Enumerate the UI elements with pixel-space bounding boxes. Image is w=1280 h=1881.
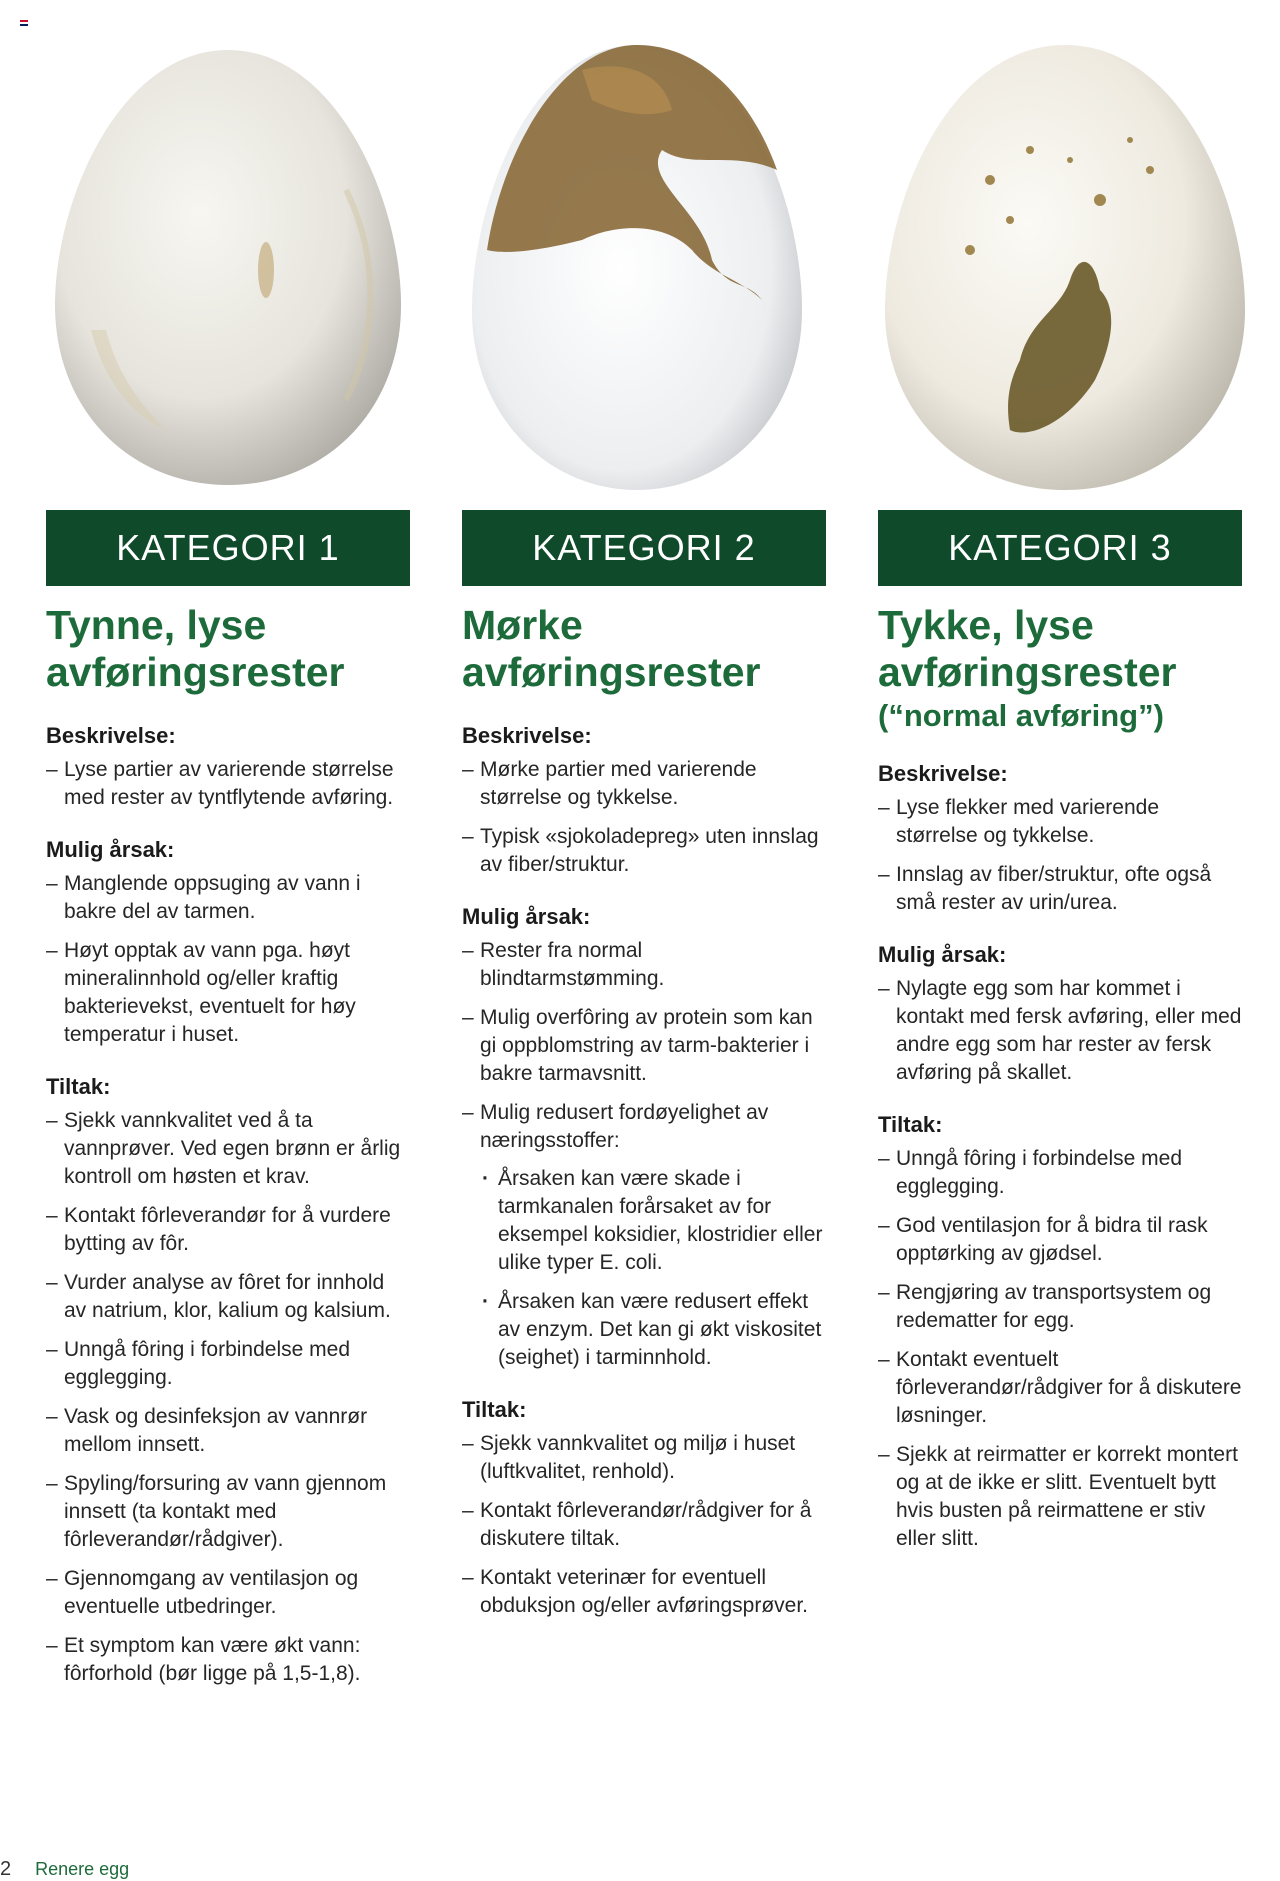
action-label: Tiltak: bbox=[462, 1397, 527, 1422]
list-item: – Sjekk vannkvalitet og miljø i huset (luftkvalitet, renhold). bbox=[462, 1430, 826, 1486]
list-item: – Lyse flekker med varierende størrelse og tykkelse. bbox=[878, 794, 1242, 850]
cause-list bbox=[46, 870, 410, 1049]
page-footer bbox=[0, 1858, 129, 1881]
cause-list bbox=[878, 975, 1242, 1087]
category-3-subtitle: (“normal avføring”) bbox=[878, 698, 1164, 733]
category-1-column bbox=[46, 510, 410, 1699]
list-item: – Høyt opptak av vann pga. høyt mineralinnhold og/eller kraftig bakterievekst, eventuelt for høy temperatur i huset. bbox=[46, 937, 410, 1049]
list-item: – Sjekk at reirmatter er korrekt montert og at de ikke er slitt. Eventuelt bytt hvis busten på reirmattene er stiv eller slitt. bbox=[878, 1441, 1242, 1553]
sub-list-item: · Årsaken kan være skade i tarmkanalen forårsaket av for eksempel koksidier, klostridier eller ulike typer E. coli. bbox=[480, 1165, 826, 1277]
description-list bbox=[462, 756, 826, 879]
category-3-header: KATEGORI 3 bbox=[878, 510, 1242, 586]
list-item: – Lyse partier av varierende størrelse med rester av tyntflytende avføring. bbox=[46, 756, 410, 812]
list-item bbox=[462, 1099, 826, 1372]
list-item: – Mulig overfôring av protein som kan gi oppblomstring av tarm-bakterier i bakre tarmavsnitt. bbox=[462, 1004, 826, 1088]
category-2-header: KATEGORI 2 bbox=[462, 510, 826, 586]
sub-list bbox=[480, 1165, 826, 1372]
description-label: Beskrivelse: bbox=[878, 761, 1008, 786]
description-list bbox=[46, 756, 410, 812]
list-item: – Gjennomgang av ventilasjon og eventuelle utbedringer. bbox=[46, 1565, 410, 1621]
flag-icon bbox=[20, 20, 28, 26]
list-item: – Kontakt veterinær for eventuell obduksjon og/eller avføringsprøver. bbox=[462, 1564, 826, 1620]
description-label: Beskrivelse: bbox=[462, 723, 592, 748]
egg-image-3 bbox=[870, 30, 1260, 500]
cause-label: Mulig årsak: bbox=[462, 904, 591, 929]
list-item: – Vask og desinfeksjon av vannrør mellom innsett. bbox=[46, 1403, 410, 1459]
footer-label: Renere egg bbox=[35, 1859, 130, 1879]
list-item: – Kontakt fôrleverandør/rådgiver for å diskutere tiltak. bbox=[462, 1497, 826, 1553]
action-list bbox=[46, 1107, 410, 1688]
list-item: – Manglende oppsuging av vann i bakre del av tarmen. bbox=[46, 870, 410, 926]
category-3-title: Tykke, lyse avføringsrester bbox=[878, 602, 1177, 695]
action-label: Tiltak: bbox=[878, 1112, 943, 1137]
list-item: – Sjekk vannkvalitet ved å ta vannprøver. Ved egen brønn er årlig kontroll om høsten et krav. bbox=[46, 1107, 410, 1191]
category-1-header: KATEGORI 1 bbox=[46, 510, 410, 586]
category-2-title: Mørke avføringsrester bbox=[462, 602, 761, 695]
list-item-text: Mulig redusert fordøyelighet av næringsstoffer: bbox=[480, 1101, 769, 1152]
list-item: – Kontakt fôrleverandør for å vurdere bytting av fôr. bbox=[46, 1202, 410, 1258]
sub-list-item: · Årsaken kan være redusert effekt av enzym. Det kan gi økt viskositet (seighet) i tarminnhold. bbox=[480, 1288, 826, 1372]
list-item: – Spyling/forsuring av vann gjennom innsett (ta kontakt med fôrleverandør/rådgiver). bbox=[46, 1470, 410, 1554]
list-item: – Rester fra normal blindtarmstømming. bbox=[462, 937, 826, 993]
category-1-title: Tynne, lyse avføringsrester bbox=[46, 602, 345, 695]
egg-image-2 bbox=[462, 30, 812, 500]
cause-list bbox=[462, 937, 826, 1372]
list-item: – Nylagte egg som har kommet i kontakt med fersk avføring, eller med andre egg som har rester av fersk avføring på skallet. bbox=[878, 975, 1242, 1087]
list-item: – Kontakt eventuelt fôrleverandør/rådgiver for å diskutere løsninger. bbox=[878, 1346, 1242, 1430]
list-item: – Mørke partier med varierende størrelse og tykkelse. bbox=[462, 756, 826, 812]
description-list bbox=[878, 794, 1242, 917]
list-item: – Innslag av fiber/struktur, ofte også små rester av urin/urea. bbox=[878, 861, 1242, 917]
egg-image-1 bbox=[46, 30, 410, 500]
list-item: – Vurder analyse av fôret for innhold av natrium, klor, kalium og kalsium. bbox=[46, 1269, 410, 1325]
list-item: – Rengjøring av transportsystem og redematter for egg. bbox=[878, 1279, 1242, 1335]
action-label: Tiltak: bbox=[46, 1074, 111, 1099]
list-item: – Typisk «sjokoladepreg» uten innslag av fiber/struktur. bbox=[462, 823, 826, 879]
page-number: 2 bbox=[0, 1858, 12, 1880]
list-item: – Unngå fôring i forbindelse med egglegging. bbox=[878, 1145, 1242, 1201]
action-list bbox=[878, 1145, 1242, 1553]
list-item: – Unngå fôring i forbindelse med egglegging. bbox=[46, 1336, 410, 1392]
cause-label: Mulig årsak: bbox=[46, 837, 175, 862]
list-item: – God ventilasjon for å bidra til rask opptørking av gjødsel. bbox=[878, 1212, 1242, 1268]
description-label: Beskrivelse: bbox=[46, 723, 176, 748]
action-list bbox=[462, 1430, 826, 1620]
list-item: – Et symptom kan være økt vann: fôrforhold (bør ligge på 1,5-1,8). bbox=[46, 1632, 410, 1688]
category-2-column bbox=[462, 510, 826, 1631]
cause-label: Mulig årsak: bbox=[878, 942, 1007, 967]
category-3-column bbox=[878, 510, 1242, 1564]
